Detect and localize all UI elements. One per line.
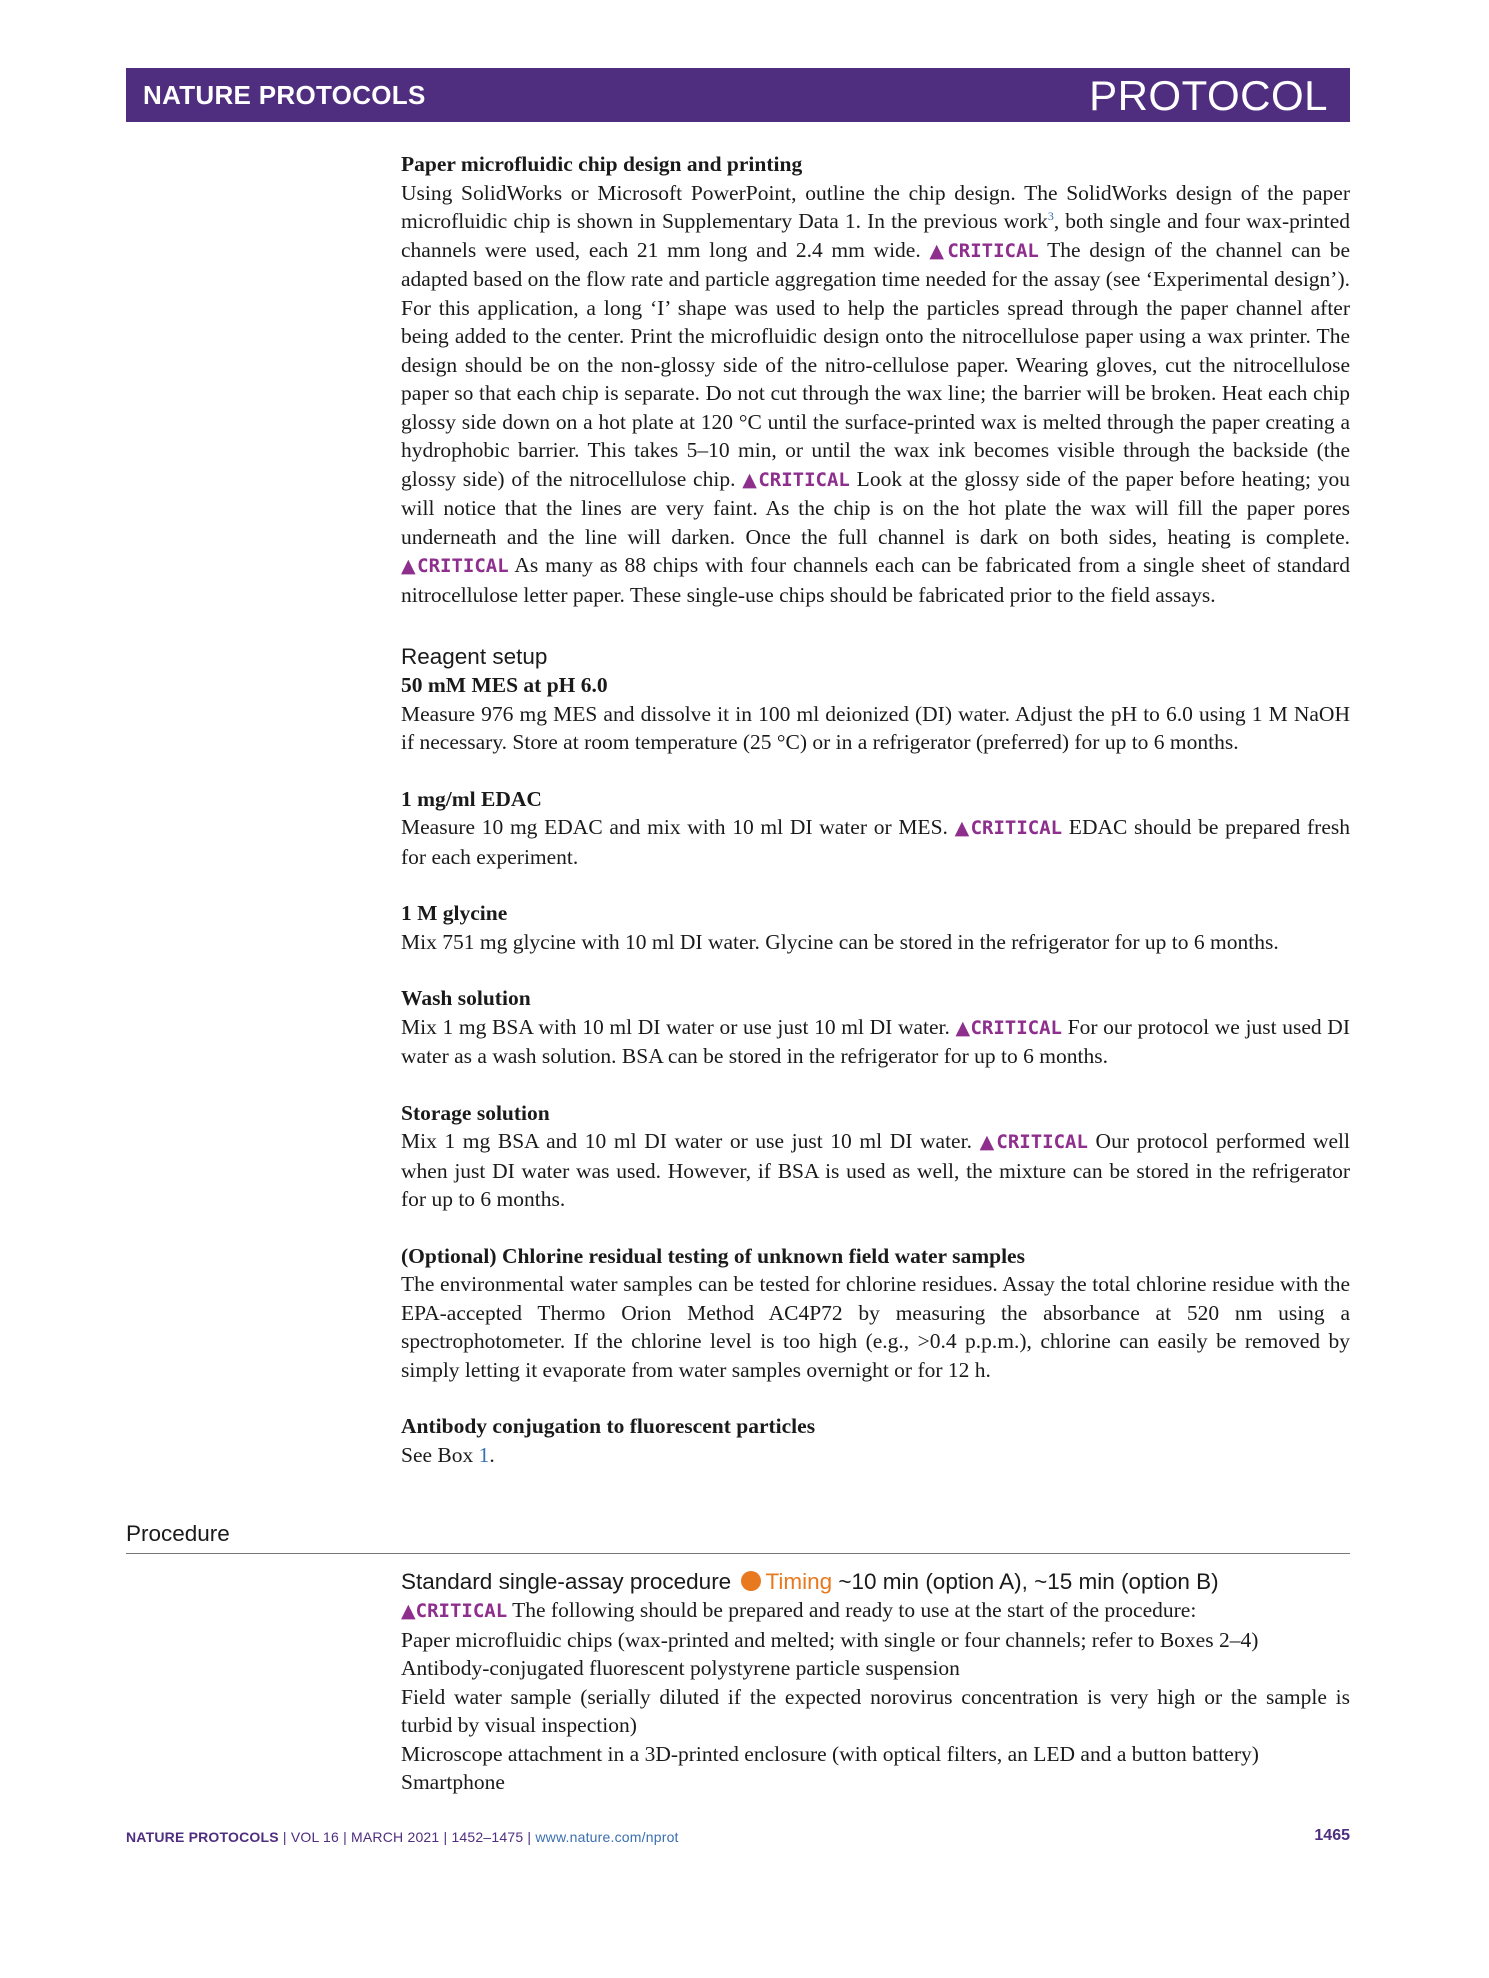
critical-marker: ▲CRITICAL xyxy=(401,1600,508,1622)
standard-procedure-title: Standard single-assay procedure Timing ~10 min (option A), ~15 min (option B) xyxy=(401,1569,1219,1594)
procedure-column xyxy=(401,1568,1350,1797)
wash-paragraph: Mix 1 mg BSA with 10 ml DI water or use just 10 ml DI water. ▲CRITICAL For our protocol we just used DI water as a wash solution. BSA can be stored in the refrigerator for up to 6 months. xyxy=(401,1014,1350,1068)
reagent-setup-title: Reagent setup xyxy=(401,644,548,669)
edac-heading: 1 mg/ml EDAC xyxy=(401,786,542,811)
footer-citation: NATURE PROTOCOLS | VOL 16 | MARCH 2021 | 1452–1475 | www.nature.com/nprot xyxy=(126,1829,679,1845)
critical-marker: ▲CRITICAL xyxy=(979,1131,1088,1153)
reference-link[interactable]: 3 xyxy=(1047,208,1054,223)
critical-marker: ▲CRITICAL xyxy=(742,468,850,491)
list-item: Field water sample (serially diluted if the expected norovirus concentration is very high or the sample is turbid by visual inspection) xyxy=(401,1684,1350,1737)
critical-marker: ▲CRITICAL xyxy=(955,1016,1062,1039)
chip-paragraph: Using SolidWorks or Microsoft PowerPoint, outline the chip design. The SolidWorks design of the paper microfluidic chip is shown in Supplementary Data 1. In the previous work$^3$, both single and four wax-printed channels were used, each 21 mm long and 2.4 mm wide. ▲CRITICAL The design of the channel can be adapted based on the flow rate and particle aggregation time needed for the assay (see ‘Experimental design’). For this application, a long ‘I’ shape was used to help the particles spread through the paper channel after being added to the center. Print the microfluidic design onto the nitrocellulose paper using a wax printer. The design should be on the non-glossy side of the nitro-cellulose paper. Wearing gloves, cut the nitrocellulose paper so that each chip is separate. Do not cut through the wax line; the barrier will be broken. Heat each chip glossy side down on a hot plate at 120 °C until the surface-printed wax is melted through the paper creating a hydrophobic barrier. This takes 5–10 min, or until the wax ink becomes visible through the backside (the glossy side) of the nitrocellulose chip. ▲CRITICAL Look at the glossy side of the paper before heating; you will notice that the lines are very faint. As the chip is on the hot plate the wax will fill the paper pores underneath and the line will darken. Once the full channel is dark on both sides, heating is complete. ▲CRITICAL As many as 88 chips with four channels each can be fabricated from a single sheet of standard nitrocellulose letter paper. These single-use chips should be fabricated prior to the field assays. xyxy=(401,180,1351,607)
procedure-critical-paragraph: ▲CRITICAL The following should be prepared and ready to use at the start of the procedure: xyxy=(401,1598,1197,1622)
critical-triangle-icon: ▲ xyxy=(954,817,971,839)
glycine-paragraph: Mix 751 mg glycine with 10 ml DI water. Glycine can be stored in the refrigerator for up to 6 months. xyxy=(401,929,1279,954)
storage-paragraph: Mix 1 mg BSA and 10 ml DI water or use just 10 ml DI water. ▲CRITICAL Our protocol performed well when just DI water was used. However, if BSA is used as well, the mixture can be stored in the refrigerator for up to 6 months. xyxy=(401,1129,1351,1211)
page-number: 1465 xyxy=(1314,1827,1350,1844)
critical-triangle-icon: ▲ xyxy=(979,1131,997,1153)
chlorine-heading: (Optional) Chlorine residual testing of unknown field water samples xyxy=(401,1243,1025,1268)
procedure-label: Procedure xyxy=(126,1521,230,1546)
edac-paragraph: Measure 10 mg EDAC and mix with 10 ml DI water or MES. ▲CRITICAL EDAC should be prepared fresh for each experiment. xyxy=(401,815,1350,869)
article-type: PROTOCOL xyxy=(1089,72,1328,119)
footer-volume: VOL 16 xyxy=(290,1829,339,1845)
materials-column xyxy=(401,150,1350,1469)
journal-name: NATURE PROTOCOLS xyxy=(143,80,426,110)
footer-pages: 1452–1475 xyxy=(451,1829,524,1845)
chip-heading: Paper microfluidic chip design and printing xyxy=(401,152,803,176)
journal-header-bar xyxy=(126,68,1350,122)
list-item: Microscope attachment in a 3D-printed enclosure (with optical filters, an LED and a button battery) xyxy=(401,1741,1259,1766)
wash-heading: Wash solution xyxy=(401,986,531,1010)
mes-heading: 50 mM MES at pH 6.0 xyxy=(401,673,608,697)
list-item: Antibody-conjugated fluorescent polystyrene particle suspension xyxy=(401,1656,960,1680)
footer-journal: NATURE PROTOCOLS xyxy=(126,1829,279,1845)
storage-heading: Storage solution xyxy=(401,1100,550,1125)
box-1-link[interactable]: 1 xyxy=(478,1442,490,1467)
critical-marker: ▲CRITICAL xyxy=(954,817,1063,839)
antibody-paragraph: See Box 1. xyxy=(401,1442,495,1467)
list-item: Smartphone xyxy=(401,1770,505,1794)
critical-marker: ▲CRITICAL xyxy=(929,239,1039,262)
critical-triangle-icon: ▲ xyxy=(955,1016,971,1039)
critical-triangle-icon: ▲ xyxy=(929,239,948,262)
footer-date: MARCH 2021 xyxy=(351,1829,440,1845)
critical-triangle-icon: ▲ xyxy=(401,1600,416,1622)
antibody-heading: Antibody conjugation to fluorescent particles xyxy=(401,1414,816,1438)
timing-label: Timing xyxy=(765,1569,833,1594)
timing-value: ~10 min (option A), ~15 min (option B) xyxy=(832,1569,1219,1594)
footer-url-link[interactable]: www.nature.com/nprot xyxy=(535,1829,679,1845)
critical-marker: ▲CRITICAL xyxy=(401,555,509,577)
chlorine-paragraph: The environmental water samples can be tested for chlorine residues. Assay the total chlorine residue with the EPA-accepted Thermo Orion Method AC4P72 by measuring the absorbance at 520 nm using a spectrophotometer. If the chlorine level is too high (e.g., >0.4 p.p.m.), chlorine can easily be removed by simply letting it evaporate from water samples overnight or for 12 h. xyxy=(401,1272,1350,1382)
critical-triangle-icon: ▲ xyxy=(401,555,418,577)
list-item: Paper microfluidic chips (wax-printed and melted; with single or four channels; refer to Boxes 2–4) xyxy=(401,1627,1259,1652)
timing-dot-icon xyxy=(741,1571,761,1591)
procedure-divider xyxy=(126,1553,1350,1554)
glycine-heading: 1 M glycine xyxy=(401,901,508,925)
critical-triangle-icon: ▲ xyxy=(742,468,759,491)
mes-paragraph: Measure 976 mg MES and dissolve it in 100 ml deionized (DI) water. Adjust the pH to 6.0 using 1 M NaOH if necessary. Store at room temperature (25 °C) or in a refrigerator (preferred) for up to 6 months. xyxy=(401,701,1350,754)
